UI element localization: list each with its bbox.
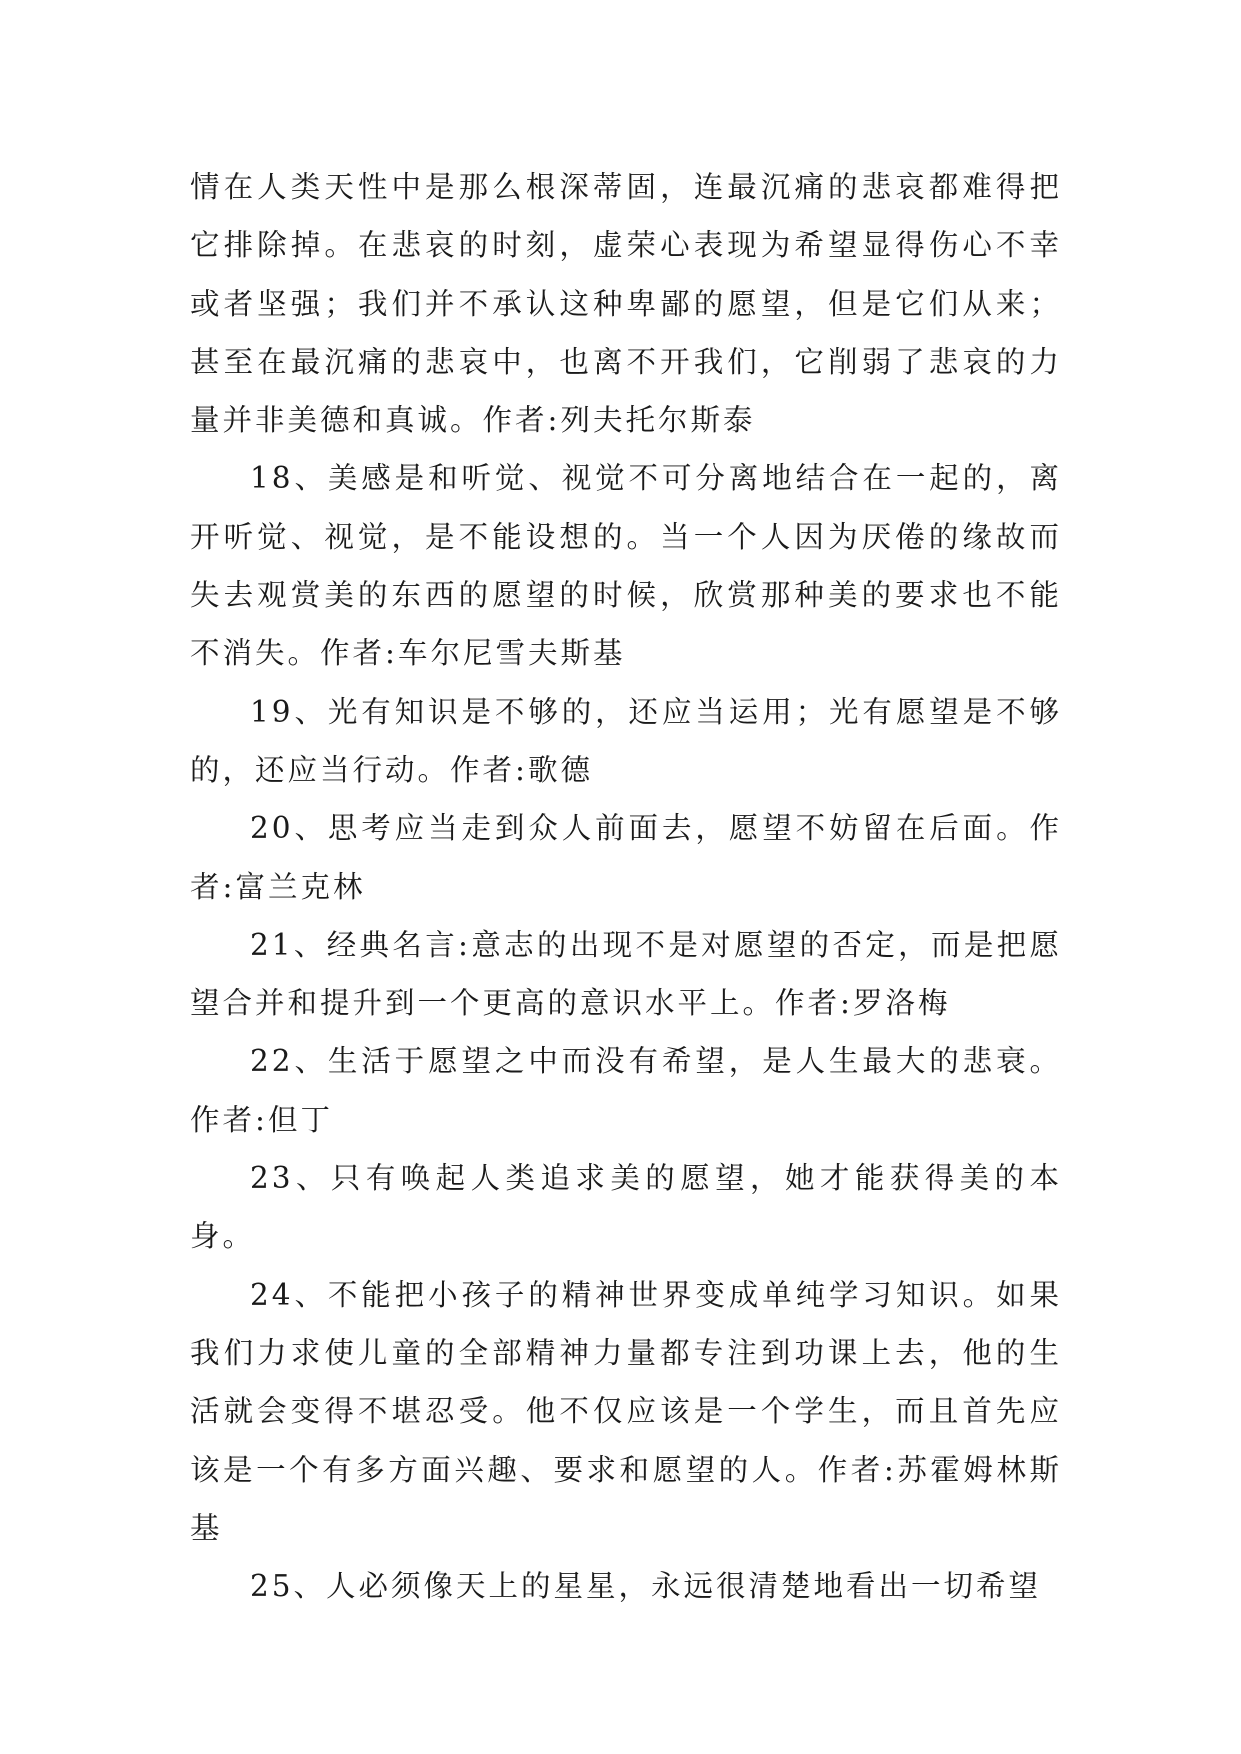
quote-18: 18、美感是和听觉、视觉不可分离地结合在一起的，离开听觉、视觉，是不能设想的。当一个人因为厌倦的缘故而失去观赏美的东西的愿望的时候，欣赏那种美的要求也不能不消失。作者:车尔尼雪夫斯基 [190,461,1062,671]
quote-21: 21、经典名言:意志的出现不是对愿望的否定，而是把愿望合并和提升到一个更高的意识水平上。作者:罗洛梅 [190,927,1062,1021]
quote-25: 25、人必须像天上的星星，永远很清楚地看出一切希望 [250,1569,1042,1604]
document-body [190,158,1062,1615]
quote-22: 22、生活于愿望之中而没有希望，是人生最大的悲衰。作者:但丁 [190,1044,1062,1137]
quote-23: 23、只有唤起人类追求美的愿望，她才能获得美的本身。 [190,1161,1062,1254]
paragraph-continuation: 情在人类天性中是那么根深蒂固，连最沉痛的悲哀都难得把它排除掉。在悲哀的时刻，虚荣心表现为希望显得伤心不幸或者坚强；我们并不承认这种卑鄙的愿望，但是它们从来；甚至在最沉痛的悲哀中，也离不开我们，它削弱了悲哀的力量并非美德和真诚。作者:列夫托尔斯泰 [190,170,1062,438]
quote-24: 24、不能把小孩子的精神世界变成单纯学习知识。如果我们力求使儿童的全部精神力量都专注到功课上去，他的生活就会变得不堪忍受。他不仅应该是一个学生，而且首先应该是一个有多方面兴趣、要求和愿望的人。作者:苏霍姆林斯基 [190,1277,1062,1545]
quote-19: 19、光有知识是不够的，还应当运用；光有愿望是不够的，还应当行动。作者:歌德 [190,694,1062,787]
quote-20: 20、思考应当走到众人前面去，愿望不妨留在后面。作者:富兰克林 [190,811,1062,904]
